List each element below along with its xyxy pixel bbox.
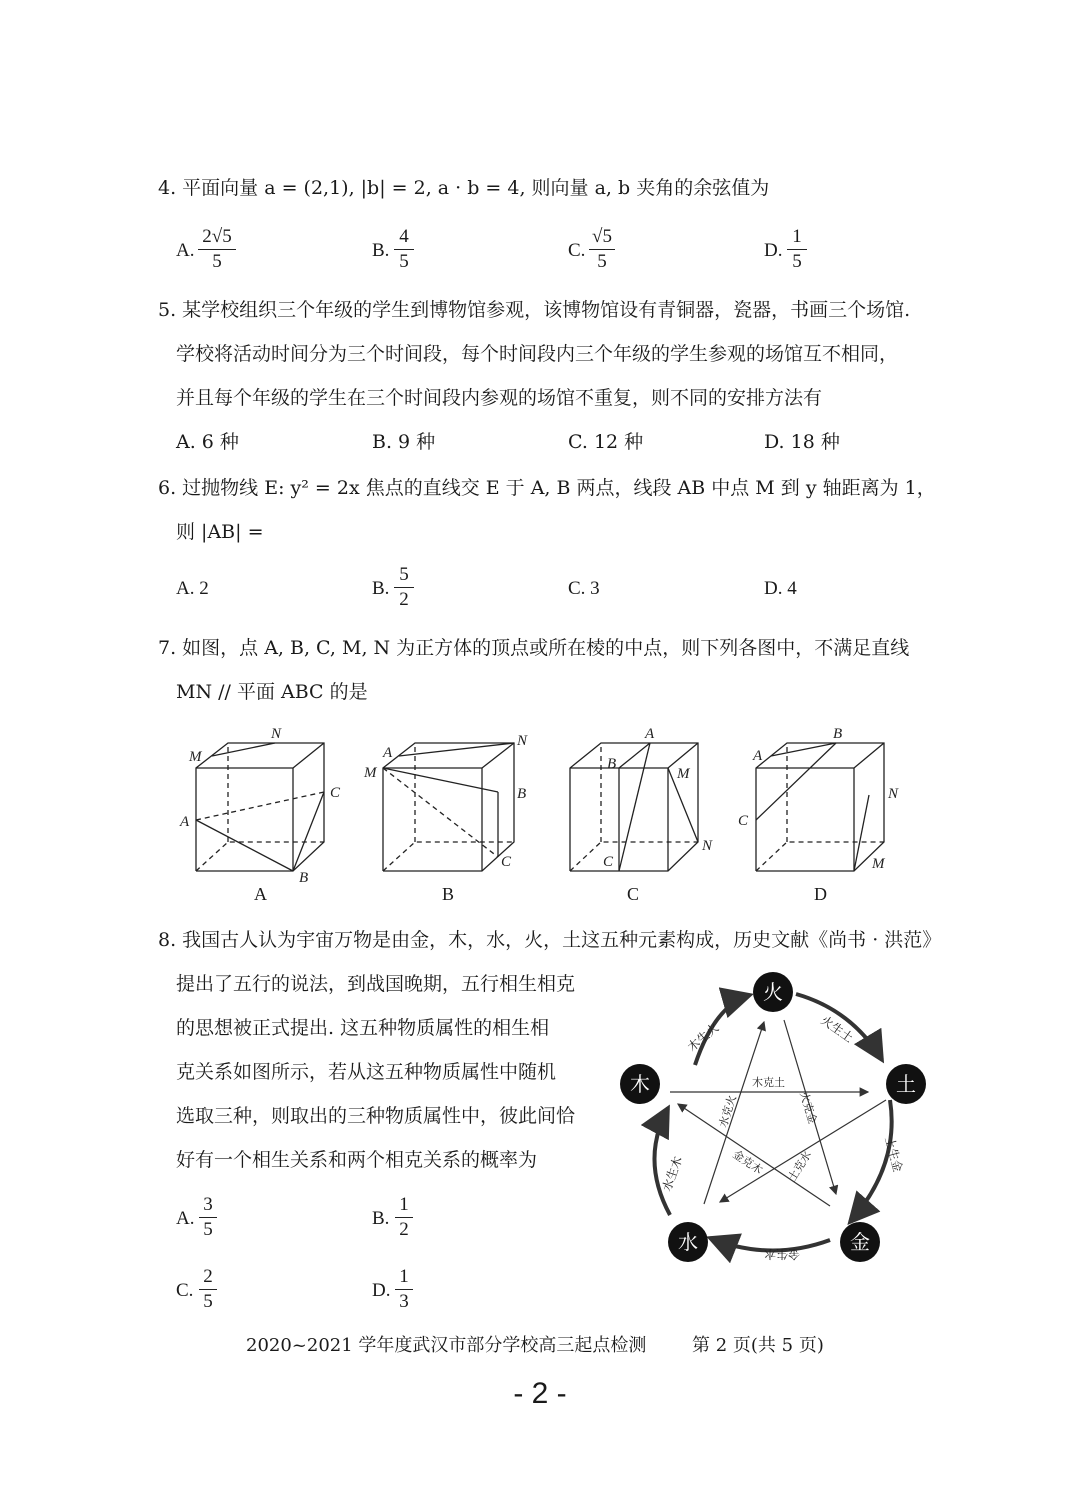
q5-option-d: D. 18 种: [764, 431, 840, 453]
element-metal-label: 金: [850, 1230, 870, 1254]
q8-line-4: 克关系如图所示，若从这五种物质属性中随机: [176, 1061, 557, 1083]
cube-c-label-c: C: [603, 854, 614, 870]
q8-option-c-fraction: [199, 1266, 217, 1313]
q8-option-b-fraction: [395, 1194, 413, 1241]
q4-option-b-num: 4: [399, 226, 409, 247]
q8-option-b-den: 2: [399, 1219, 409, 1240]
gen-metal-water: 金生水: [763, 1247, 800, 1261]
cube-d-label-c: C: [738, 813, 749, 829]
cube-d-label-n: N: [888, 786, 899, 802]
footer-title: 2020~2021 学年度武汉市部分学校高三起点检测: [246, 1335, 647, 1356]
q8-line-3: 的思想被正式提出. 这五种物质属性的相生相: [176, 1017, 550, 1039]
cube-d: [756, 743, 884, 871]
element-water-label: 水: [678, 1230, 698, 1254]
q8-option-c-den: 5: [203, 1291, 213, 1312]
cube-c-label-m: M: [677, 766, 690, 782]
q4-option-d-num: 1: [792, 226, 802, 247]
q8-option-d-den: 3: [399, 1291, 409, 1312]
cube-d-label-m: M: [872, 856, 885, 872]
q4-option-d-den: 5: [792, 251, 802, 272]
page-number: - 2 -: [513, 1377, 567, 1410]
q5-option-b: B. 9 种: [372, 431, 436, 453]
q4-option-a-den: 5: [212, 251, 222, 272]
q8-option-d-letter: D.: [372, 1280, 391, 1301]
cube-caption-c: C: [627, 884, 640, 904]
over-fire-metal: 火克金: [797, 1090, 820, 1126]
q4-option-a-letter: A.: [176, 240, 195, 261]
cube-caption-a: A: [254, 884, 267, 904]
q8-option-a-letter: A.: [176, 1208, 195, 1229]
footer-page-info: 第 2 页(共 5 页): [692, 1335, 824, 1356]
q4-option-b-den: 5: [399, 251, 409, 272]
cube-a: [196, 743, 324, 871]
q6-option-b-num: 5: [399, 564, 409, 585]
cube-c-label-n: N: [702, 838, 713, 854]
q8-option-a-num: 3: [203, 1194, 213, 1215]
q8-line-2: 提出了五行的说法，到战国晚期，五行相生相克: [176, 973, 576, 995]
gen-earth-metal: 土生金: [882, 1135, 905, 1174]
cube-b-label-c: C: [501, 854, 512, 870]
q8-option-b-letter: B.: [372, 1208, 390, 1229]
cube-c-label-a: A: [645, 726, 655, 742]
cube-b-label-b: B: [517, 786, 527, 802]
cube-d-label-b: B: [833, 726, 843, 742]
q4-option-c-letter: C.: [568, 240, 586, 261]
q6-option-b-letter: B.: [372, 578, 390, 599]
arc-water-wood: [654, 1108, 670, 1215]
cube-a-label-a: A: [180, 814, 190, 830]
q6-line-1: 6. 过抛物线 E: y² = 2x 焦点的直线交 E 于 A, B 两点，线段 AB 中点 M 到 y 轴距离为 1，: [158, 477, 936, 499]
q5-option-c: C. 12 种: [568, 431, 644, 453]
q4-option-c-den: 5: [597, 251, 607, 272]
q8-option-a-den: 5: [203, 1219, 213, 1240]
cube-b-label-a: A: [383, 745, 393, 761]
q8-option-d-fraction: [395, 1266, 413, 1313]
cube-caption-b: B: [442, 884, 455, 904]
q4-option-c-num: √5: [592, 226, 612, 247]
q4-option-a-num: 2√5: [202, 226, 232, 247]
cube-c: [570, 743, 698, 871]
cube-d-label-a: A: [753, 748, 763, 764]
q6-option-c: C. 3: [568, 578, 600, 599]
element-earth-label: 土: [896, 1072, 916, 1096]
cube-b-label-n: N: [517, 733, 528, 749]
q8-line-5: 选取三种，则取出的三种物质属性中，彼此间恰: [176, 1105, 576, 1127]
gen-fire-earth: 火生土: [818, 1012, 856, 1046]
q8-option-a-fraction: [199, 1194, 217, 1241]
over-metal-wood: 金克木: [730, 1147, 765, 1177]
over-earth-water: 土克水: [785, 1148, 815, 1184]
q8-option-d-num: 1: [399, 1266, 409, 1287]
q7-line-1: 7. 如图，点 A, B, C, M, N 为正方体的顶点或所在棱的中点，则下列各图中，不满足直线: [158, 637, 910, 659]
q5-option-a: A. 6 种: [176, 431, 239, 453]
cube-a-label-m: M: [189, 749, 202, 765]
q5-line-3: 并且每个年级的学生在三个时间段内参观的场馆不重复，则不同的安排方法有: [176, 387, 823, 409]
q4-stem: 4. 平面向量 a = (2,1), |b| = 2, a · b = 4, 则向量 a, b 夹角的余弦值为: [158, 177, 770, 199]
q8-option-b-num: 1: [399, 1194, 409, 1215]
q8-line-6: 好有一个相生关系和两个相克关系的概率为: [176, 1149, 538, 1171]
five-elements-diagram: [600, 960, 960, 1280]
q6-line-2: 则 |AB| =: [176, 521, 264, 543]
q5-line-2: 学校将活动时间分为三个时间段，每个时间段内三个年级的学生参观的场馆互不相同，: [176, 343, 899, 365]
element-wood-label: 木: [630, 1072, 650, 1096]
q4-option-d-letter: D.: [764, 240, 783, 261]
q6-option-d: D. 4: [764, 578, 797, 599]
element-fire-label: 火: [763, 980, 783, 1004]
gen-water-wood: 水生木: [659, 1154, 686, 1194]
q8-option-c-letter: C.: [176, 1280, 194, 1301]
cube-a-label-n: N: [271, 726, 282, 742]
q6-option-a: A. 2: [176, 578, 209, 599]
over-water-fire: 水克火: [716, 1093, 740, 1129]
cube-c-label-b: B: [607, 756, 617, 772]
cube-a-label-b: B: [299, 870, 309, 886]
cube-caption-d: D: [814, 884, 827, 904]
cube-b-label-m: M: [364, 765, 377, 781]
q7-line-2: MN // 平面 ABC 的是: [176, 681, 368, 703]
gen-wood-fire: 木生火: [684, 1020, 722, 1055]
q5-line-1: 5. 某学校组织三个年级的学生到博物馆参观，该博物馆设有青铜器，瓷器，书画三个场馆.: [158, 299, 911, 321]
q6-option-b-den: 2: [399, 589, 409, 610]
q8-option-c-num: 2: [203, 1266, 213, 1287]
q4-option-b-letter: B.: [372, 240, 390, 261]
cube-b: [383, 743, 514, 871]
over-wood-earth: 木克土: [752, 1076, 785, 1089]
q8-line-1: 8. 我国古人认为宇宙万物是由金，木，水，火，土这五种元素构成，历史文献《尚书 · 洪范》: [158, 929, 942, 951]
cube-a-label-c: C: [330, 785, 341, 801]
